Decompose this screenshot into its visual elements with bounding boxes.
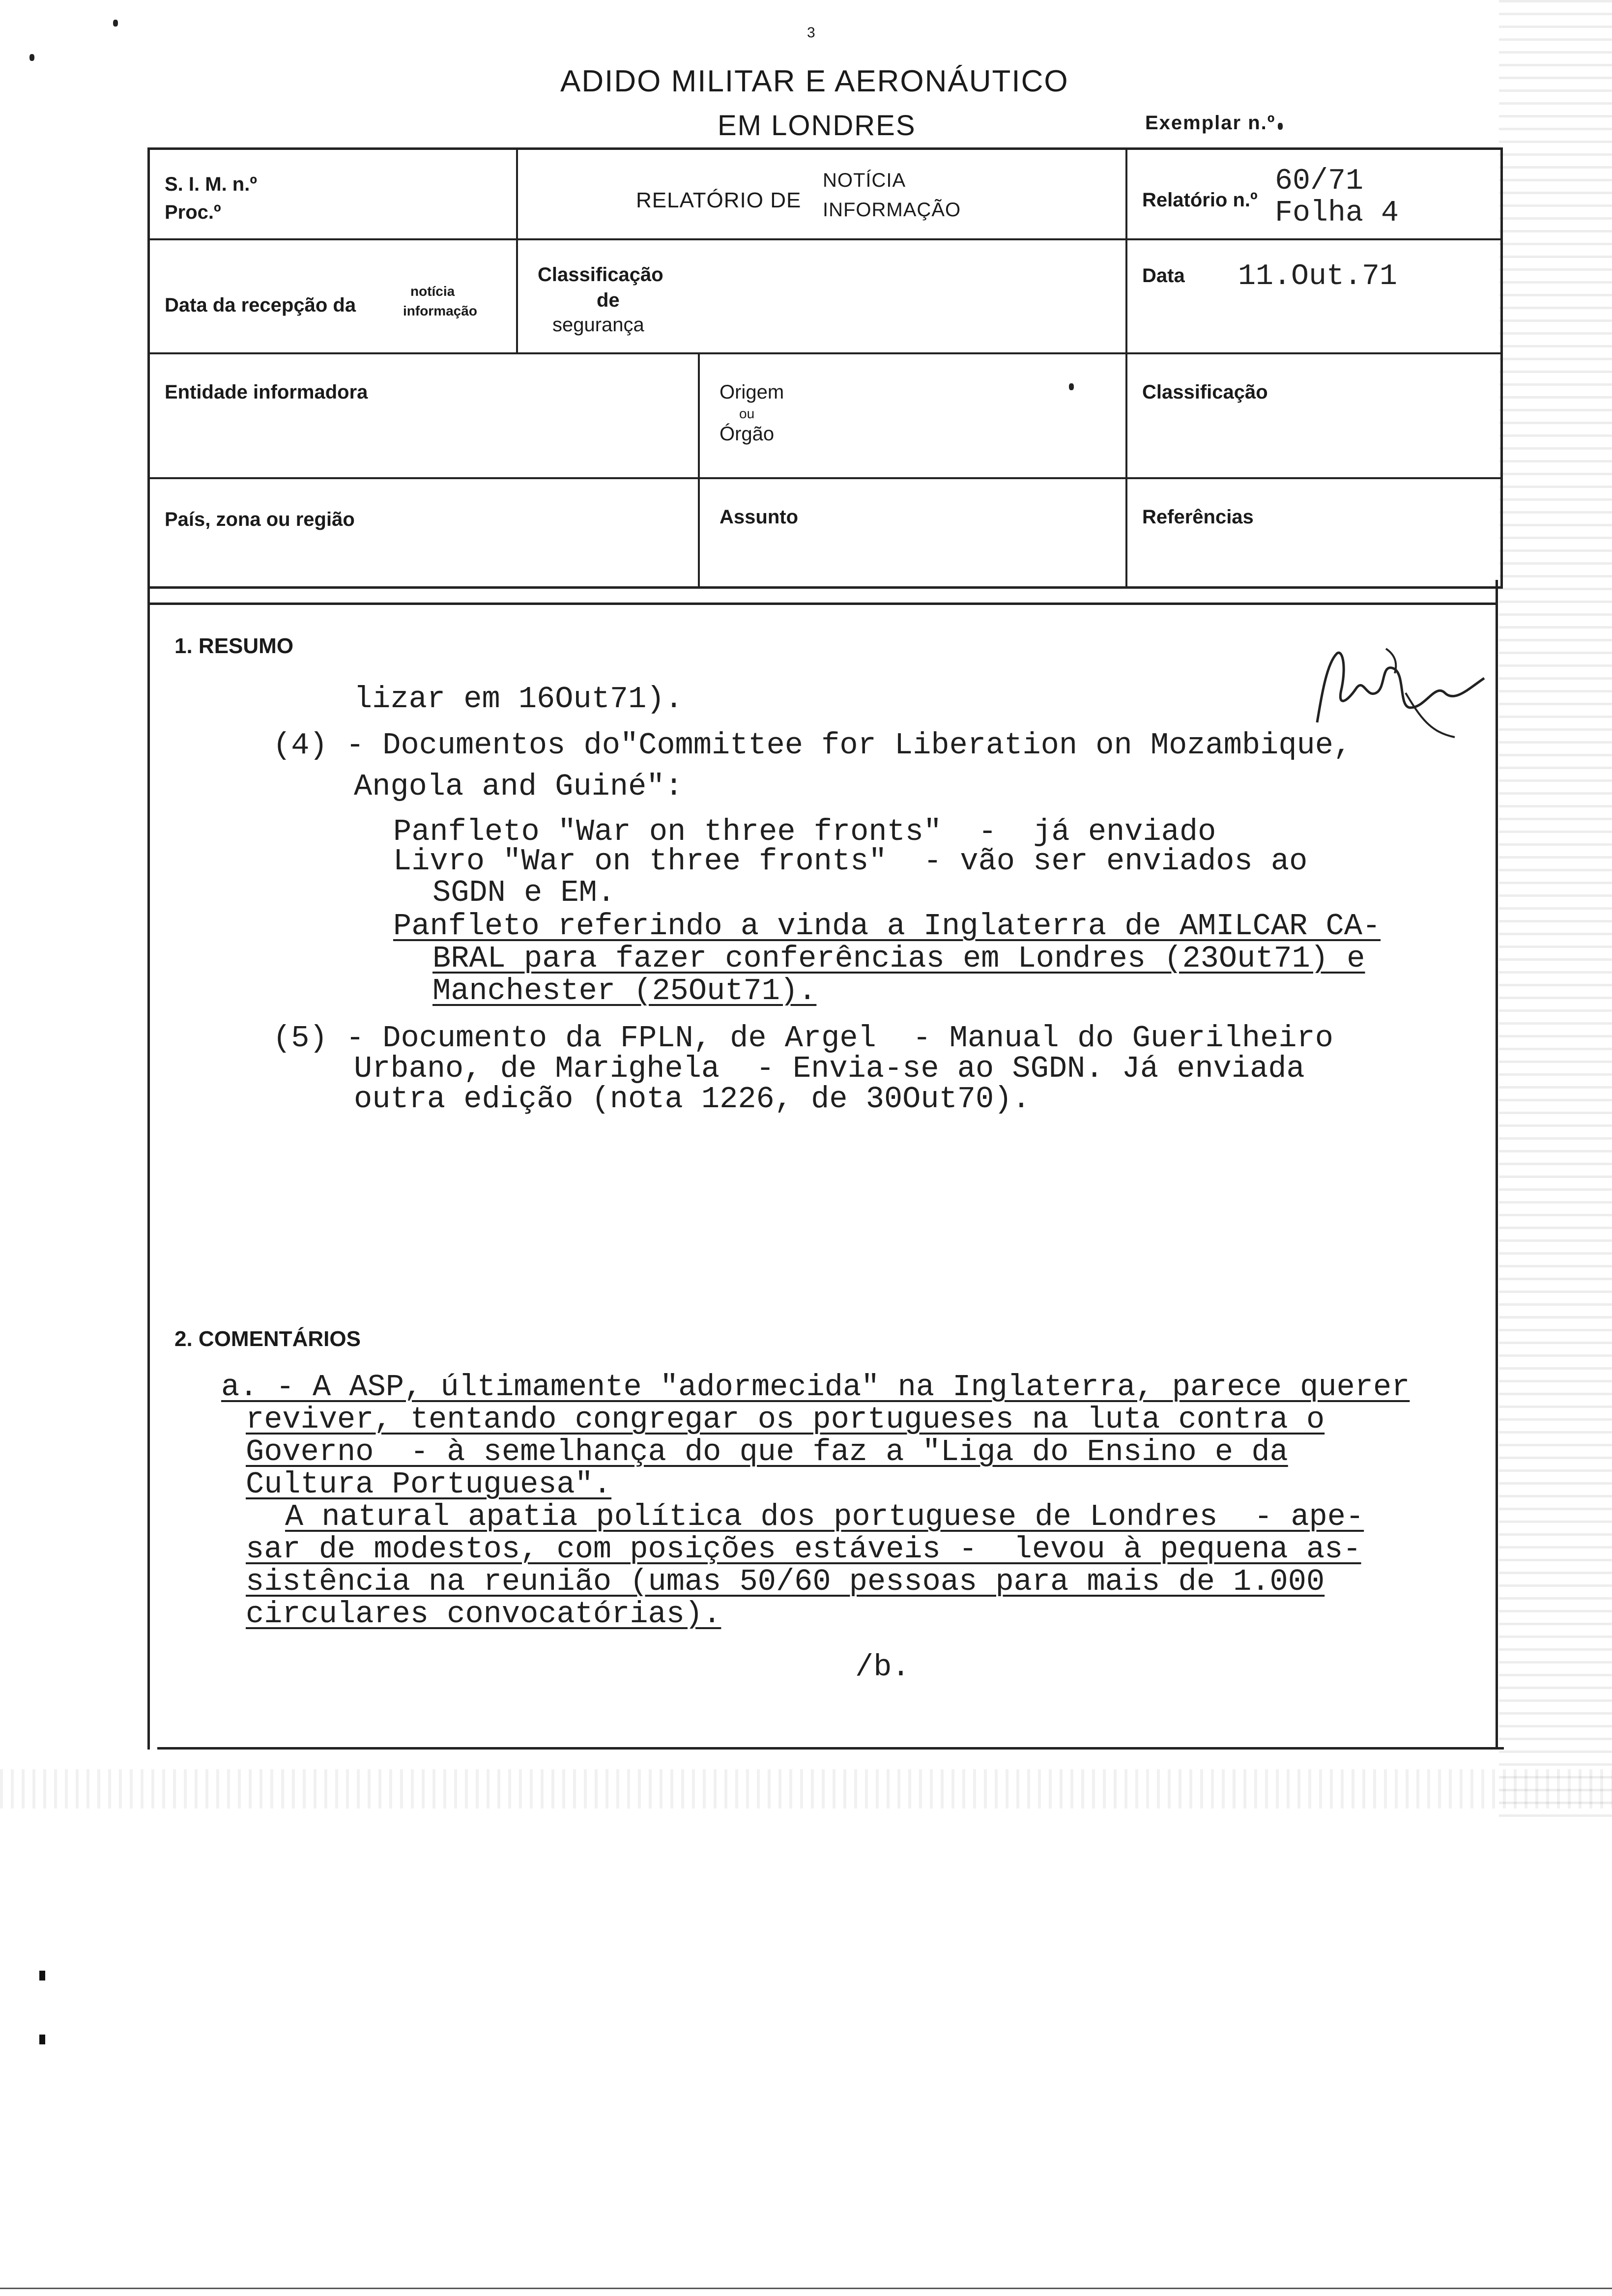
scan-edge-line bbox=[0, 2288, 1612, 2289]
scan-noise-bottom bbox=[0, 1769, 1612, 1808]
resumo-line-9: Manchester (25Out71). bbox=[432, 974, 817, 1008]
entidade-cell bbox=[150, 354, 698, 477]
scan-speck bbox=[1278, 123, 1283, 130]
form-row-2 bbox=[150, 240, 1500, 354]
comentarios-line-2: reviver, tentando congregar os portugueses na luta contra o bbox=[246, 1402, 1325, 1437]
classificacao-de: de bbox=[597, 289, 620, 311]
resumo-line-2: (4) - Documentos do"Committee for Liberation on Mozambique, bbox=[273, 728, 1352, 763]
header-subtitle: EM LONDRES bbox=[718, 110, 916, 142]
relatorio-de-label: RELATÓRIO DE bbox=[636, 188, 802, 212]
assunto-label: Assunto bbox=[720, 506, 798, 528]
report-form bbox=[147, 147, 1503, 589]
comentarios-line-1: a. - A ASP, últimamente "adormecida" na Inglaterra, parece querer bbox=[221, 1370, 1410, 1405]
relatorio-number-cell bbox=[1125, 150, 1500, 238]
data-label: Data bbox=[1142, 265, 1185, 287]
scan-speck bbox=[29, 54, 34, 61]
comentarios-title: 2. COMENTÁRIOS bbox=[174, 1327, 361, 1351]
header-title: ADIDO MILITAR E AERONÁUTICO bbox=[560, 64, 1069, 98]
relatorio-n-value: 60/71 bbox=[1275, 165, 1364, 198]
classificacao-label: Classificação bbox=[538, 264, 663, 286]
comentarios-line-3: Governo - à semelhança do que faz a "Liga do Ensino e da bbox=[246, 1435, 1288, 1469]
scan-speck bbox=[1069, 383, 1074, 390]
data-cell bbox=[1125, 240, 1500, 352]
proc-label: Proc.º bbox=[165, 201, 221, 223]
classificacao2-label: Classificação bbox=[1142, 381, 1268, 403]
resumo-line-10: (5) - Documento da FPLN, de Argel - Manual do Guerilheiro bbox=[273, 1021, 1333, 1056]
scan-speck bbox=[39, 2035, 45, 2044]
continuation-mark: /b. bbox=[855, 1650, 910, 1685]
handwritten-signature bbox=[1307, 634, 1494, 752]
resumo-line-12: outra edição (nota 1226, de 30Out70). bbox=[354, 1082, 1031, 1117]
sim-cell bbox=[150, 150, 516, 238]
comentarios-line-8: circulares convocatórias). bbox=[246, 1597, 721, 1632]
comentarios-line-7: sistência na reunião (umas 50/60 pessoas para mais de 1.000 bbox=[246, 1564, 1325, 1599]
origem-label: Origem bbox=[720, 381, 784, 403]
data-recepcao-noticia: notícia bbox=[410, 284, 455, 299]
resumo-line-7: Panfleto referindo a vinda a Inglaterra de AMILCAR CA- bbox=[393, 909, 1381, 944]
entidade-label: Entidade informadora bbox=[165, 381, 368, 403]
scan-speck bbox=[113, 20, 118, 27]
data-value: 11.Out.71 bbox=[1238, 260, 1398, 293]
referencias-cell bbox=[1125, 479, 1500, 586]
origem-ou: ou bbox=[739, 406, 755, 421]
origem-cell bbox=[698, 354, 1125, 477]
relatorio-n-label: Relatório n.º bbox=[1142, 189, 1258, 211]
bottom-border-line bbox=[157, 1747, 1504, 1750]
data-recepcao-informacao: informação bbox=[403, 303, 477, 318]
form-row-1 bbox=[150, 150, 1500, 240]
resumo-line-4: Panfleto "War on three fronts" - já enviado bbox=[393, 814, 1216, 849]
data-recepcao-cell bbox=[150, 240, 516, 352]
resumo-line-5: Livro "War on three fronts" - vão ser enviados ao bbox=[393, 844, 1308, 879]
resumo-line-1: lizar em 16Out71). bbox=[354, 682, 683, 717]
form-bottom-line bbox=[147, 603, 1498, 605]
resumo-line-6: SGDN e EM. bbox=[432, 875, 616, 910]
left-border-line bbox=[147, 580, 150, 1750]
comentarios-line-5: A natural apatia política dos portuguese de Londres - ape- bbox=[285, 1499, 1364, 1534]
page-number-mark: 3 bbox=[807, 25, 816, 41]
classificacao-seguranca-cell bbox=[516, 240, 1125, 352]
form-row-4 bbox=[150, 479, 1500, 586]
noticia-label: NOTÍCIA bbox=[823, 170, 906, 191]
resumo-line-8: BRAL para fazer conferências em Londres (23Out71) e bbox=[432, 941, 1365, 976]
relatorio-type-cell bbox=[516, 150, 1125, 238]
scan-noise-right bbox=[1499, 0, 1612, 1818]
referencias-label: Referências bbox=[1142, 506, 1254, 528]
scan-speck bbox=[39, 1971, 45, 1980]
resumo-title: 1. RESUMO bbox=[174, 634, 294, 658]
assunto-cell bbox=[698, 479, 1125, 586]
origem-orgao: Órgão bbox=[720, 423, 775, 445]
folha-value: Folha 4 bbox=[1275, 197, 1399, 230]
comentarios-line-4: Cultura Portuguesa". bbox=[246, 1467, 612, 1502]
informacao-label: INFORMAÇÃO bbox=[823, 199, 961, 221]
sim-label: S. I. M. n.º bbox=[165, 173, 257, 195]
comentarios-line-6: sar de modestos, com posições estáveis - levou à pequena as- bbox=[246, 1532, 1361, 1567]
pais-label: País, zona ou região bbox=[165, 509, 355, 530]
classificacao-seguranca: segurança bbox=[552, 314, 644, 336]
right-border-line bbox=[1496, 580, 1498, 1750]
exemplar-label: Exemplar n.º bbox=[1145, 112, 1276, 134]
pais-cell bbox=[150, 479, 698, 586]
form-row-3 bbox=[150, 354, 1500, 479]
data-recepcao-label: Data da recepção da bbox=[165, 294, 356, 316]
classificacao2-cell bbox=[1125, 354, 1500, 477]
resumo-line-11: Urbano, de Marighela - Envia-se ao SGDN. Já enviada bbox=[354, 1051, 1305, 1086]
resumo-line-3: Angola and Guiné": bbox=[354, 769, 683, 804]
